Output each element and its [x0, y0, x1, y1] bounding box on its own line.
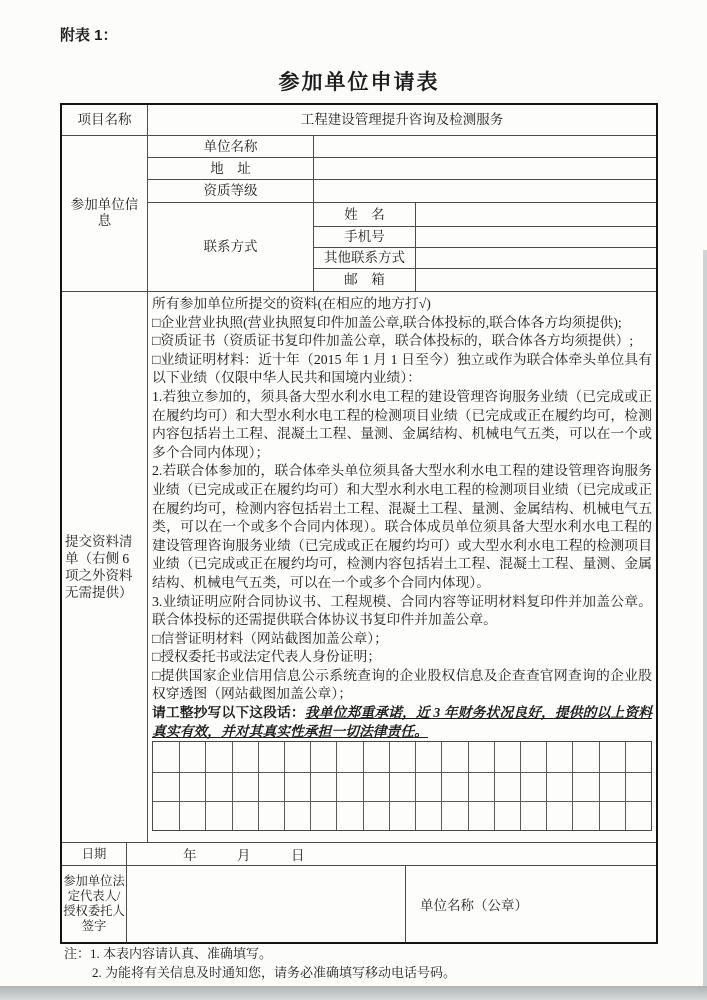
- other-contact-row: [314, 247, 656, 268]
- grid-cell: [415, 801, 441, 830]
- grid-cell: [205, 772, 231, 801]
- page-title: 参加单位申请表: [278, 70, 440, 94]
- checklist-item: □企业营业执照(营业执照复印件加盖公章,联合体投标的,联合体各方均须提供);: [152, 314, 622, 330]
- grid-cell: [179, 742, 205, 771]
- grid-cell: [494, 772, 520, 801]
- scan-edge-artifact-right: [703, 250, 707, 986]
- grid-cell: [232, 772, 258, 801]
- grid-cell: [389, 801, 415, 830]
- grid-cell: [363, 801, 389, 830]
- signature-row: [62, 865, 656, 942]
- copy-instruction: 请工整抄写以下这段话：: [152, 705, 305, 721]
- grid-cell: [599, 772, 625, 801]
- mobile-row: [314, 226, 656, 247]
- grid-cell: [363, 772, 389, 801]
- grid-cell: [415, 742, 441, 771]
- grid-cell: [546, 742, 572, 771]
- unit-info-section: [62, 135, 656, 291]
- checklist-item: □信誉证明材料（网站截图加盖公章）；: [152, 630, 388, 646]
- grid-cell: [153, 801, 179, 830]
- grid-cell: [546, 772, 572, 801]
- contact-section: [148, 202, 656, 291]
- grid-cell: [258, 772, 284, 801]
- grid-cell: [572, 801, 598, 830]
- grid-cell: [232, 742, 258, 771]
- materials-label: 提交资料清单（右侧 6 项之外资料无需提供）: [65, 534, 133, 600]
- email-label: 邮 箱: [344, 272, 385, 287]
- qualification-label: 资质等级: [203, 183, 258, 198]
- materials-content: [147, 292, 656, 842]
- grid-cell: [572, 772, 598, 801]
- grid-cell: [336, 772, 362, 801]
- grid-cell: [599, 801, 625, 830]
- grid-cell: [494, 742, 520, 771]
- grid-cell: [520, 742, 546, 771]
- grid-cell: [284, 742, 310, 771]
- qualification-row: [148, 179, 656, 202]
- unit-name-value: [313, 136, 656, 157]
- grid-cell: [625, 801, 651, 830]
- email-value: [415, 269, 656, 291]
- materials-checklist: [152, 314, 652, 704]
- grid-cell: [520, 772, 546, 801]
- contact-name-value: [415, 203, 656, 226]
- checklist-item: □授权委托书或法定代表人身份证明；: [152, 649, 382, 665]
- grid-cell: [205, 742, 231, 771]
- grid-cell: [310, 772, 336, 801]
- grid-cell: [258, 742, 284, 771]
- checklist-item: □业绩证明材料：近十年（2015 年 1 月 1 日至今）独立或作为联合体牵头单位具有以下业绩（仅限中华人民共和国境内业绩）：: [152, 351, 652, 386]
- footnote-2: 2. 为能将有关信息及时通知您，请务必准确填写移动电话号码。: [92, 965, 457, 980]
- grid-cell: [441, 801, 467, 830]
- other-contact-label: 其他联系方式: [324, 250, 405, 265]
- unit-name-row: [148, 136, 656, 157]
- project-name-value: 工程建设管理提升咨询及检测服务: [147, 105, 656, 135]
- checklist-item: □提供国家企业信用信息公示系统查询的企业股权信息及企查查官网查询的企业股权穿透图（网站截图加盖公章）；: [152, 667, 652, 702]
- pledge-text: 我单位郑重承诺，近 3 年财务状况良好，提供的以上资料真实有效，并对其真实性承担一切法律责任。: [152, 705, 653, 739]
- unit-info-label: 参加单位信息: [70, 197, 139, 228]
- grid-cell: [284, 772, 310, 801]
- grid-cell: [625, 772, 651, 801]
- grid-cell: [336, 742, 362, 771]
- grid-cell: [232, 801, 258, 830]
- date-row: [62, 842, 656, 865]
- address-label: 地 址: [210, 160, 251, 176]
- grid-cell: [205, 801, 231, 830]
- email-row: [314, 268, 656, 291]
- contact-label: 联系方式: [203, 239, 258, 254]
- address-value: [313, 158, 656, 179]
- grid-cell: [546, 801, 572, 830]
- unit-name-label: 单位名称: [203, 138, 258, 154]
- grid-cell: [310, 742, 336, 771]
- other-contact-value: [415, 248, 656, 268]
- checklist-item: □资质证书（资质证书复印件加盖公章，联合体投标的，联合体各方均须提供）;: [152, 333, 634, 349]
- pledge-paragraph: [152, 704, 652, 741]
- grid-cell: [179, 772, 205, 801]
- address-row: [148, 157, 656, 179]
- grid-cell: [572, 742, 598, 771]
- grid-cell: [336, 801, 362, 830]
- project-name-row: [62, 105, 656, 135]
- grid-cell: [520, 801, 546, 830]
- date-label: 日期: [81, 846, 107, 861]
- seal-label: 单位名称（公章）: [405, 866, 656, 942]
- grid-cell: [494, 801, 520, 830]
- grid-cell: [258, 801, 284, 830]
- grid-cell: [441, 772, 467, 801]
- footnotes: [64, 944, 456, 982]
- grid-cell: [599, 742, 625, 771]
- checklist-item: 1.若独立参加的，须具备大型水利水电工程的建设管理咨询服务业绩（已完成或正在履约均可）和大型水利水电工程的检测项目业绩（已完成或正在履约均可，检测内容包括岩土工程、混凝土工程、量测、金属结构、机械电气五类，可以在一个或多个合同内体现）；: [152, 388, 652, 460]
- grid-cell: [415, 772, 441, 801]
- footnote-1: [64, 944, 456, 963]
- footnote-1-text: 1. 本表内容请认真、准确填写。: [90, 946, 273, 961]
- date-value: 年 月 日: [126, 843, 656, 865]
- grid-cell: [153, 772, 179, 801]
- scan-edge-artifact-bottom: [0, 986, 707, 1000]
- materials-section: [62, 291, 656, 842]
- grid-cell: [389, 772, 415, 801]
- grid-cell: [468, 772, 494, 801]
- grid-cell: [153, 742, 179, 771]
- contact-name-row: [314, 203, 656, 226]
- annex-label: 附表 1：: [60, 27, 118, 44]
- grid-cell: [468, 801, 494, 830]
- signature-label: 参加单位法定代表人/授权委托人签字: [63, 874, 125, 933]
- grid-cell: [441, 742, 467, 771]
- grid-cell: [363, 742, 389, 771]
- materials-intro: 所有参加单位所提交的资料(在相应的地方打√): [152, 296, 431, 311]
- project-name-label: 项目名称: [77, 112, 132, 127]
- handwriting-grid: [152, 741, 652, 831]
- qualification-value: [313, 180, 656, 202]
- checklist-item: 2.若联合体参加的，联合体牵头单位须具备大型水利水电工程的建设管理咨询服务业绩（已完成或正在履约均可）和大型水利水电工程的检测项目业绩（已完成或正在履约均可，检测内容包括岩土工程、混凝土工程、量测、金属结构、机械电气五类，可以在一个或多个合同内体现）。联合体成员单位须具备大型水利水电工程的建设管理咨询服务业绩（已完成或正在履约均可）或大型水利水电工程的检测项目业绩（已完成或正在履约均可，检测内容包括岩土工程、混凝土工程、量测、金属结构、机械电气五类，可以在一个或多个合同内体现）。: [152, 463, 652, 590]
- grid-cell: [179, 801, 205, 830]
- contact-name-label: 姓 名: [344, 206, 385, 222]
- footnote-prefix: 注：: [64, 946, 91, 961]
- checklist-item: 3.业绩证明应附合同协议书、工程规模、合同内容等证明材料复印件并加盖公章。联合体投标的还需提供联合体协议书复印件并加盖公章。: [152, 593, 652, 628]
- mobile-value: [415, 227, 656, 247]
- grid-cell: [310, 801, 336, 830]
- grid-cell: [468, 742, 494, 771]
- mobile-label: 手机号: [344, 229, 385, 244]
- application-form-table: [60, 103, 658, 944]
- grid-cell: [389, 742, 415, 771]
- grid-cell: [284, 801, 310, 830]
- signature-blank-area: [126, 866, 405, 942]
- grid-cell: [625, 742, 651, 771]
